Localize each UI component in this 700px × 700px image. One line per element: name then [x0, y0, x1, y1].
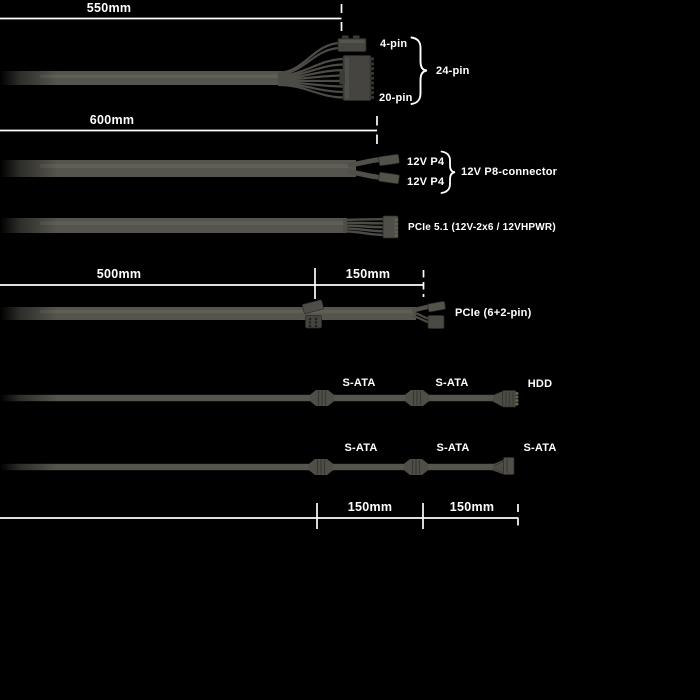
connector-sata-end — [493, 458, 514, 475]
label-12v-p8: 12V P8-connector — [461, 166, 558, 178]
label-12v-p4-top: 12V P4 — [407, 156, 445, 168]
measure-bottom-150-label-1: 150mm — [347, 500, 393, 514]
connector-4pin — [338, 36, 366, 52]
label-sata-1a: S-ATA — [342, 377, 376, 389]
label-sata-2c: S-ATA — [523, 442, 557, 454]
pcie-5-1-cable-art — [0, 216, 398, 238]
label-4pin: 4-pin — [380, 38, 408, 50]
connector-sata2-inline-2 — [404, 459, 428, 475]
pcie-6plus2-cable-art — [0, 300, 446, 329]
label-sata-2b: S-ATA — [436, 442, 470, 454]
connector-sata-inline-1 — [310, 390, 334, 406]
connector-sata-inline-2 — [405, 390, 429, 406]
connector-12vhpwr — [383, 216, 398, 238]
label-hdd: HDD — [527, 378, 553, 390]
label-sata-1b: S-ATA — [435, 377, 469, 389]
cpu-12v-cable-art — [0, 152, 455, 194]
measure-150-label: 150mm — [345, 267, 391, 281]
connector-20pin — [340, 56, 375, 101]
measure-600-label: 600mm — [89, 113, 135, 127]
sata-hdd-cable-art — [0, 390, 519, 407]
connector-6plus2-end — [414, 301, 446, 328]
label-pcie-51: PCIe 5.1 (12V-2x6 / 12VHPWR) — [408, 222, 556, 233]
measure-500-label: 500mm — [96, 267, 142, 281]
measure-550-label: 550mm — [86, 1, 132, 15]
measure-bottom-150-label-2: 150mm — [449, 500, 495, 514]
sata-triple-cable-art — [0, 458, 514, 476]
label-24pin: 24-pin — [436, 65, 470, 77]
label-pcie-6plus2: PCIe (6+2-pin) — [455, 307, 532, 319]
connector-12v-p4-bottom — [378, 172, 399, 184]
atx-24pin-cable-art — [0, 36, 427, 105]
label-sata-2a: S-ATA — [344, 442, 378, 454]
connector-12v-p4-top — [378, 154, 399, 166]
label-12v-p4-bottom: 12V P4 — [407, 176, 445, 188]
brace-24pin — [412, 38, 428, 105]
connector-sata2-inline-1 — [309, 459, 333, 475]
label-20pin: 20-pin — [379, 92, 413, 104]
connector-hdd-molex — [493, 391, 519, 408]
